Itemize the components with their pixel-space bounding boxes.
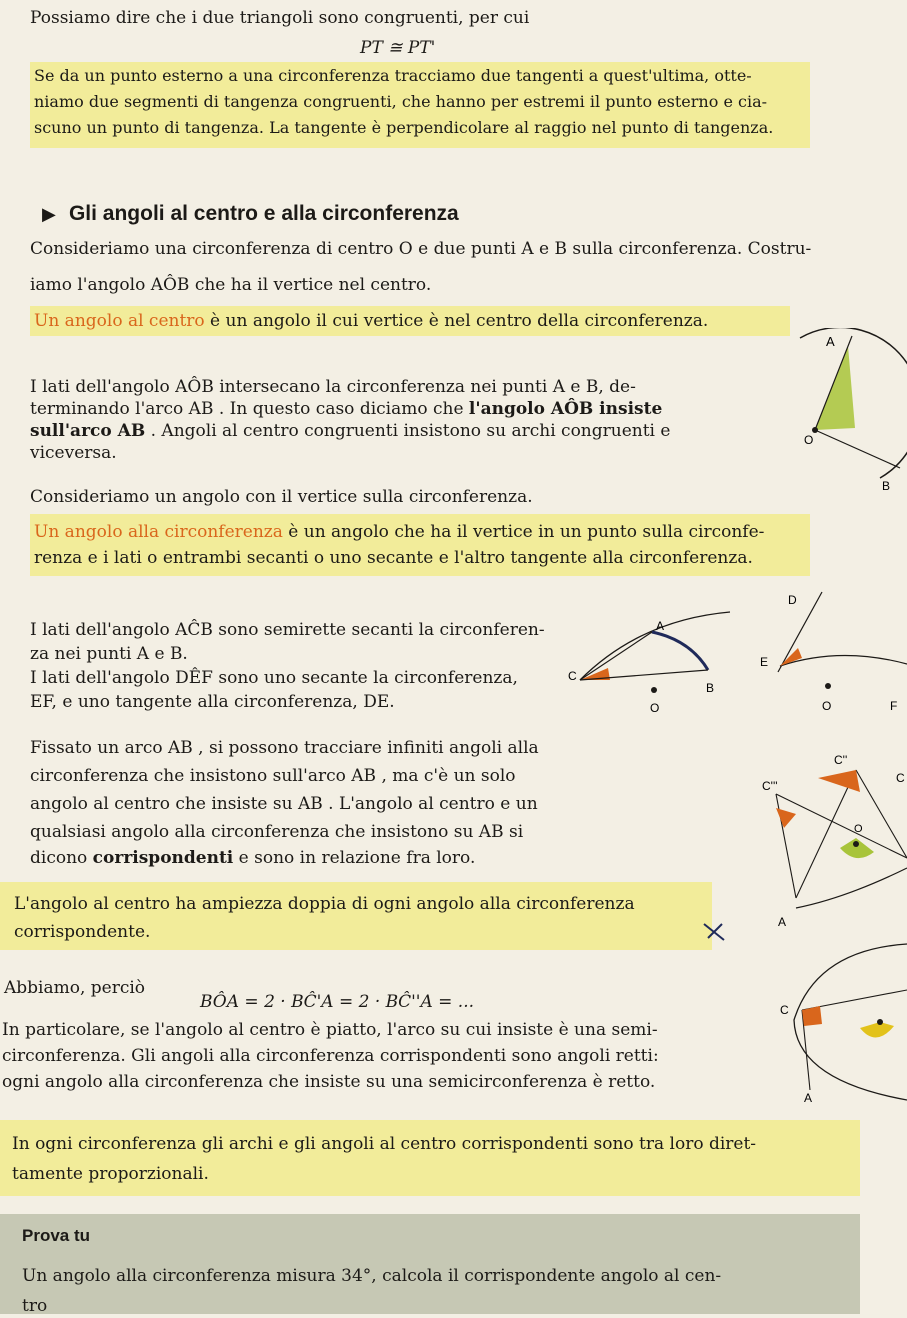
section-title: Gli angoli al centro e alla circonferenza	[68, 202, 459, 225]
semirette-line-3: I lati dell'angolo DÊF sono uno secante la circonferenza,	[30, 668, 518, 688]
fig1-angle-fill	[815, 346, 855, 430]
fissato-line-1: Fissato un arco AB , si possono tracciare infiniti angoli alla	[30, 738, 539, 758]
central-angle-definition-box	[30, 306, 790, 336]
rule-box	[0, 882, 712, 950]
prova-label: Prova tu	[22, 1226, 91, 1245]
fig3-label-d: D	[788, 593, 797, 607]
fig3-angle-fill	[780, 648, 802, 666]
fig2-ray-ca	[580, 632, 652, 680]
fig1-label-o: O	[804, 433, 814, 447]
fig2-label-b: B	[706, 681, 715, 695]
tangent-theorem-box	[30, 62, 810, 148]
rule-line-2: corrispondente.	[14, 922, 151, 942]
lati-line-3a: sull'arco AB	[30, 421, 146, 441]
particolare-line-1: In particolare, se l'angolo al centro è piatto, l'arco su cui insiste è una semi-	[2, 1020, 658, 1040]
semirette-line-2: za nei punti A e B.	[30, 644, 188, 664]
prova-line-1: Un angolo alla circonferenza misura 34°, calcola il corrispondente angolo al cen-	[22, 1266, 722, 1286]
central-angle-definition	[34, 309, 708, 333]
tangent-line-1: Se da un punto esterno a una circonferenza tracciamo due tangenti a quest'ultima, otte-	[34, 66, 752, 85]
semirette-line-1: I lati dell'angolo AĈB sono semirette secanti la circonferen-	[30, 620, 545, 640]
fig4-ray-1	[796, 770, 856, 898]
fissato-5a: dicono	[30, 848, 93, 868]
fissato-5c: e sono in relazione fra loro.	[233, 848, 476, 868]
congruence-formula: PT ≅ PT'	[360, 38, 436, 58]
prova-line-2: tro	[22, 1296, 48, 1316]
fig4-angle-fill-2	[776, 808, 796, 828]
fig4-angle-fill-1	[818, 770, 860, 792]
lati-line-2	[30, 397, 662, 421]
fig1-label-b: B	[882, 479, 891, 493]
intro-sentence: Possiamo dire che i due triangoli sono congruenti, per cui	[30, 8, 530, 28]
particolare-line-2: circonferenza. Gli angoli alla circonferenza corrispondenti sono angoli retti:	[2, 1046, 659, 1066]
abbiamo-line: Abbiamo, perciò	[4, 978, 146, 998]
inscribed-def-line-1	[34, 520, 764, 544]
inscribed-def-highlight: Un angolo alla circonferenza	[34, 522, 283, 542]
fig4-label-a: A	[778, 915, 787, 929]
particolare-line-3: ogni angolo alla circonferenza che insiste su una semicirconferenza è retto.	[2, 1072, 656, 1092]
inscribed-def-rest: è un angolo che ha il vertice in un punto sulla circonfe-	[282, 522, 765, 542]
fig2-label-o: O	[650, 701, 660, 715]
pencil-mark-icon	[700, 920, 730, 944]
def-rest: è un angolo il cui vertice è nel centro della circonferenza.	[204, 311, 709, 331]
semicircle-figure	[776, 940, 907, 1110]
fig2-arc-ab	[652, 632, 708, 670]
inscribed-def-line-2: renza e i lati o entrambi secanti o uno secante e l'altro tangente alla circonferenza.	[34, 548, 753, 568]
fig3-label-o: O	[822, 699, 832, 713]
fig4-label-c1: C	[896, 771, 905, 785]
fissato-5b: corrispondenti	[92, 848, 234, 868]
fissato-line-3: angolo al centro che insiste su AB . L'angolo al centro e un	[30, 794, 538, 814]
tangent-secant-figure	[750, 586, 907, 722]
lati-line-4: viceversa.	[30, 443, 117, 463]
fig4-label-o: O	[854, 823, 863, 835]
fig3-label-f: F	[890, 699, 898, 713]
fig5-straight-angle-fill	[860, 1022, 894, 1038]
def-highlight: Un angolo al centro	[34, 311, 205, 331]
prova-tu-section	[0, 1214, 860, 1314]
intro-line-2: iamo l'angolo AÔB che ha il vertice nel centro.	[30, 275, 432, 295]
lati-line-3	[30, 419, 670, 443]
tangent-line-3: scuno un punto di tangenza. La tangente è perpendicolare al raggio nel punto di tangenza.	[34, 118, 774, 137]
lati-line-2a: terminando l'arco AB . In questo caso diciamo che	[30, 399, 469, 419]
fig2-center-point	[651, 687, 657, 693]
corresponding-angles-figure	[756, 748, 907, 938]
fissato-line-4: qualsiasi angolo alla circonferenza che insistono su AB si	[30, 822, 524, 842]
fig3-label-e: E	[760, 655, 769, 669]
fissato-line-5	[30, 846, 475, 870]
fig5-label-c: C	[780, 1003, 789, 1017]
triangle-bullet-icon: ▶	[42, 204, 56, 225]
lati-line-1: I lati dell'angolo AÔB intersecano la circonferenza nei punti A e B, de-	[30, 377, 636, 397]
fig4-label-c3: C'''	[762, 779, 778, 793]
abbiamo-formula: BÔA = 2 · BĈ'A = 2 · BĈ''A = ...	[200, 992, 475, 1012]
inscribed-angle-definition-box	[30, 514, 810, 576]
fig2-label-c: C	[568, 669, 577, 683]
proportional-box	[0, 1120, 860, 1196]
consider-sentence: Consideriamo un angolo con il vertice sulla circonferenza.	[30, 487, 533, 507]
fig4-circle-arc	[796, 868, 907, 908]
proportional-line-1: In ogni circonferenza gli archi e gli angoli al centro corrispondenti sono tra loro diret-	[12, 1134, 757, 1154]
fig4-center-point	[853, 841, 859, 847]
fig1-ray-b	[815, 430, 900, 468]
tangent-line-2: niamo due segmenti di tangenza congruenti, che hanno per estremi il punto esterno e cia-	[34, 92, 768, 111]
fig5-label-a: A	[804, 1091, 813, 1105]
proportional-line-2: tamente proporzionali.	[12, 1164, 209, 1184]
lati-line-3b: . Angoli al centro congruenti insistono su archi congruenti e	[145, 421, 671, 441]
fig5-center-point	[877, 1019, 883, 1025]
lati-line-2b: l'angolo AÔB insiste	[468, 399, 663, 419]
inscribed-angle-figure	[560, 600, 740, 720]
central-angle-figure	[740, 328, 907, 498]
fig4-label-c2: C''	[834, 753, 848, 767]
semirette-line-4: EF, e uno tangente alla circonferenza, DE.	[30, 692, 395, 712]
fig1-circle-arc	[800, 328, 907, 478]
fissato-line-2: circonferenza che insistono sull'arco AB , ma c'è un solo	[30, 766, 516, 786]
rule-line-1: L'angolo al centro ha ampiezza doppia di ogni angolo alla circonferenza	[14, 894, 635, 914]
intro-line-1: Consideriamo una circonferenza di centro O e due punti A e B sulla circonferenza. Costru-	[30, 239, 812, 259]
fig4-central-angle-fill	[840, 838, 874, 858]
fig1-label-a: A	[826, 334, 835, 349]
fig2-label-a: A	[656, 619, 665, 633]
fig3-center-point	[825, 683, 831, 689]
section-heading	[42, 202, 459, 226]
